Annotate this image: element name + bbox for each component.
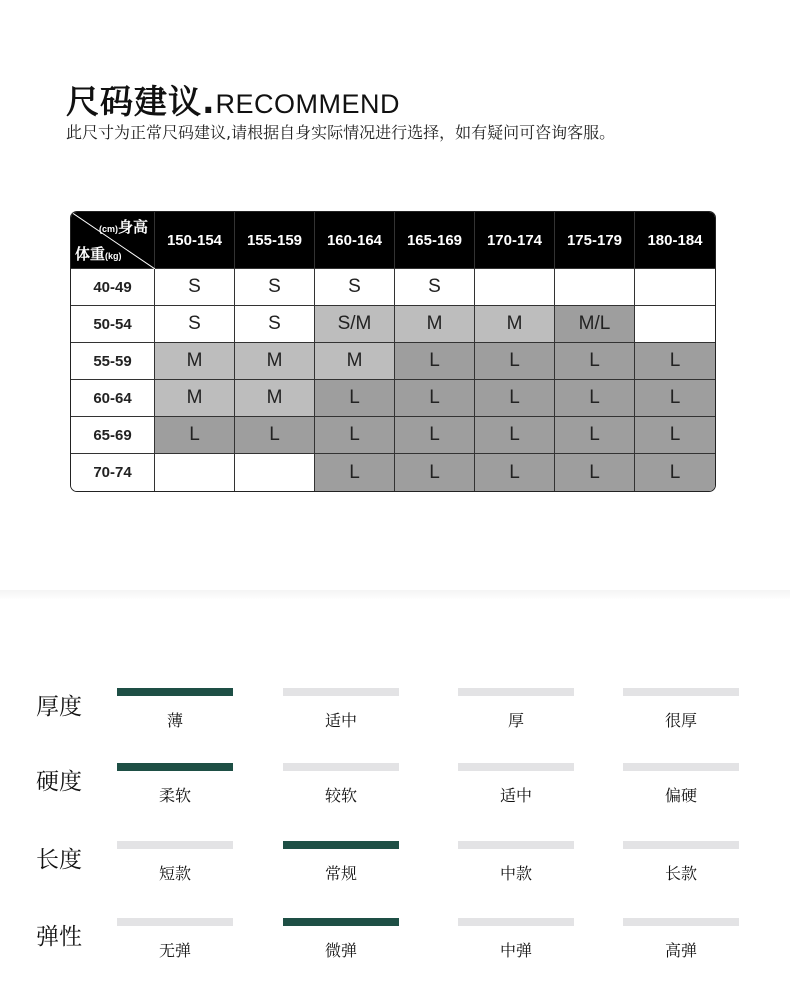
table-row	[71, 454, 715, 491]
option-label: 适中	[324, 711, 357, 730]
size-cell: S	[315, 269, 395, 306]
size-cell: M	[155, 343, 235, 380]
attribute-option	[458, 763, 574, 806]
option-label: 无弹	[158, 941, 191, 960]
attribute-option	[117, 763, 233, 806]
attribute-option	[458, 688, 574, 731]
height-column-header: 150-154	[155, 212, 235, 269]
option-label: 短款	[158, 864, 191, 883]
size-cell: L	[635, 417, 715, 454]
table-row	[71, 306, 715, 343]
height-column-header: 160-164	[315, 212, 395, 269]
attribute-label: 长度	[36, 847, 82, 873]
size-cell: M	[235, 380, 315, 417]
option-indicator	[458, 918, 574, 926]
size-cell: L	[395, 343, 475, 380]
attribute-option	[283, 841, 399, 884]
table-header-row	[71, 212, 715, 269]
option-indicator	[623, 688, 739, 696]
size-cell: M	[475, 306, 555, 343]
height-column-header: 180-184	[635, 212, 715, 269]
attribute-label: 厚度	[36, 694, 82, 720]
option-indicator	[458, 841, 574, 849]
option-indicator	[117, 841, 233, 849]
option-label: 微弹	[324, 941, 357, 960]
attribute-row	[0, 763, 790, 823]
weight-range-cell: 50-54	[71, 306, 155, 343]
size-cell: S	[235, 269, 315, 306]
weight-range-cell: 65-69	[71, 417, 155, 454]
option-label: 柔软	[158, 786, 191, 805]
option-indicator-selected	[283, 918, 399, 926]
page-subtitle: 此尺寸为正常尺码建议,请根据自身实际情况进行选择，如有疑问可咨询客服。	[66, 123, 616, 142]
option-indicator	[623, 763, 739, 771]
option-label: 厚	[507, 711, 524, 730]
size-cell: L	[315, 417, 395, 454]
size-cell: S	[155, 306, 235, 343]
size-cell: L	[395, 454, 475, 491]
size-cell: L	[555, 380, 635, 417]
size-cell: L	[395, 380, 475, 417]
size-cell	[235, 454, 315, 491]
attribute-option	[117, 918, 233, 961]
option-indicator	[458, 763, 574, 771]
size-cell: L	[635, 343, 715, 380]
table-corner-header	[71, 212, 155, 269]
height-column-header: 170-174	[475, 212, 555, 269]
page-title	[66, 76, 400, 123]
weight-axis-label: 体重(kg)	[75, 246, 122, 263]
table-row	[71, 417, 715, 454]
attribute-option	[458, 841, 574, 884]
option-indicator	[283, 688, 399, 696]
attribute-option	[458, 918, 574, 961]
option-indicator-selected	[117, 763, 233, 771]
attribute-row	[0, 688, 790, 748]
option-indicator	[623, 918, 739, 926]
weight-range-cell: 40-49	[71, 269, 155, 306]
size-cell: M	[235, 343, 315, 380]
option-label: 较软	[324, 786, 357, 805]
size-cell: L	[475, 380, 555, 417]
size-cell: S	[155, 269, 235, 306]
size-cell: L	[475, 454, 555, 491]
size-cell	[635, 306, 715, 343]
size-cell: S/M	[315, 306, 395, 343]
size-cell: M	[315, 343, 395, 380]
option-label: 薄	[166, 711, 183, 730]
option-label: 中弹	[499, 941, 532, 960]
size-recommendation-table	[70, 211, 716, 492]
attribute-option	[283, 763, 399, 806]
size-cell: L	[555, 417, 635, 454]
size-cell: L	[315, 454, 395, 491]
size-cell: L	[635, 380, 715, 417]
size-cell	[635, 269, 715, 306]
attribute-row	[0, 918, 790, 978]
size-cell: L	[475, 417, 555, 454]
size-cell	[475, 269, 555, 306]
attribute-label: 硬度	[36, 769, 82, 795]
size-cell: L	[395, 417, 475, 454]
weight-range-cell: 60-64	[71, 380, 155, 417]
attribute-label: 弹性	[36, 924, 82, 950]
option-indicator	[623, 841, 739, 849]
option-label: 长款	[664, 864, 697, 883]
attribute-option	[117, 841, 233, 884]
option-label: 常规	[324, 864, 357, 883]
attribute-option	[623, 918, 739, 961]
option-label: 偏硬	[664, 786, 697, 805]
size-cell: M	[155, 380, 235, 417]
weight-range-cell: 55-59	[71, 343, 155, 380]
title-english: RECOMMEND	[215, 89, 401, 119]
size-cell: L	[475, 343, 555, 380]
section-divider	[0, 590, 790, 600]
size-cell	[555, 269, 635, 306]
option-indicator	[117, 918, 233, 926]
title-dot: .	[202, 82, 216, 121]
attribute-option	[283, 918, 399, 961]
table-row	[71, 380, 715, 417]
height-column-header: 155-159	[235, 212, 315, 269]
option-indicator-selected	[117, 688, 233, 696]
attribute-option	[623, 841, 739, 884]
size-cell: L	[155, 417, 235, 454]
attribute-option	[283, 688, 399, 731]
option-label: 高弹	[664, 941, 697, 960]
option-label: 很厚	[664, 711, 697, 730]
table-row	[71, 343, 715, 380]
height-column-header: 175-179	[555, 212, 635, 269]
size-cell: M/L	[555, 306, 635, 343]
height-column-header: 165-169	[395, 212, 475, 269]
attribute-option	[117, 688, 233, 731]
attribute-option	[623, 688, 739, 731]
option-indicator	[458, 688, 574, 696]
size-cell: L	[315, 380, 395, 417]
option-indicator-selected	[283, 841, 399, 849]
attribute-option	[623, 763, 739, 806]
size-cell: L	[555, 343, 635, 380]
option-label: 中款	[499, 864, 532, 883]
title-chinese: 尺码建议	[66, 82, 202, 121]
height-axis-label: (cm)身高	[98, 219, 148, 236]
weight-range-cell: 70-74	[71, 454, 155, 491]
size-cell: L	[235, 417, 315, 454]
size-cell: S	[235, 306, 315, 343]
table-row	[71, 269, 715, 306]
option-indicator	[283, 763, 399, 771]
size-cell	[155, 454, 235, 491]
size-cell: S	[395, 269, 475, 306]
size-cell: M	[395, 306, 475, 343]
size-cell: L	[555, 454, 635, 491]
option-label: 适中	[499, 786, 532, 805]
attribute-row	[0, 841, 790, 901]
size-cell: L	[635, 454, 715, 491]
size-table-body	[71, 269, 715, 491]
